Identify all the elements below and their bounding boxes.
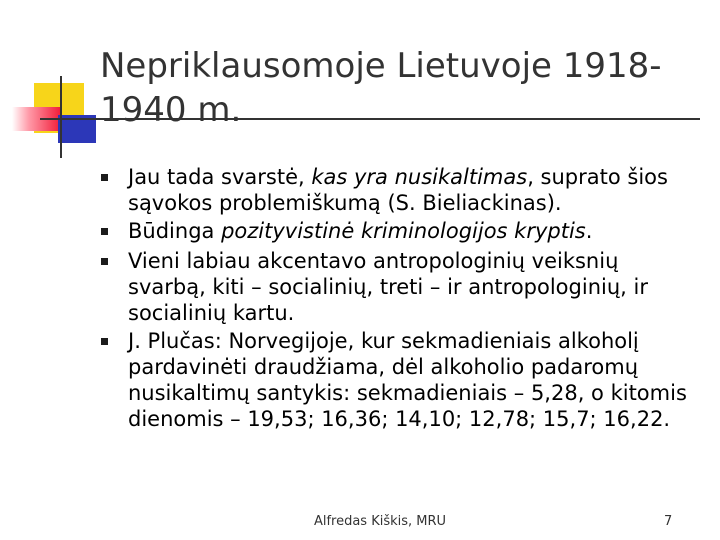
bullet-text: , suprato šios sąvokos problemiškumą (S. Bieliackinas). — [128, 165, 668, 215]
slide-title: Nepriklausomoje Lietuvoje 1918-1940 m. — [100, 46, 662, 130]
bullet-text: Būdinga — [128, 219, 222, 243]
bullet-square-icon — [101, 228, 108, 235]
bullet-square-icon — [101, 174, 108, 181]
bullet-italic-text: kas yra nusikaltimas — [311, 165, 528, 189]
bullet-square-icon — [101, 338, 108, 345]
bullet-text: Vieni labiau akcentavo antropologinių veiksnių svarbą, kiti – socialinių, treti – ir antropologinių, ir socialinių kartu. — [128, 249, 648, 325]
bullet-text: Jau tada svarstė, — [128, 165, 312, 189]
bullet-item — [100, 164, 700, 216]
bullet-item — [100, 328, 700, 432]
bullet-item — [100, 218, 700, 244]
bullet-list — [100, 164, 700, 432]
footer-author: Alfredas Kiškis, MRU — [313, 514, 447, 529]
bullet-text: J. Plučas: Norvegijoje, kur sekmadieniais alkoholį pardavinėti draudžiama, dėl alkoholio padaromų nusikaltimų santykis: sekmadieniais – 5,28, o kitomis dienomis – 19,53; 16,36; 14,10; 12,78; 15,7; 16,22. — [128, 329, 687, 431]
bullet-text: . — [585, 219, 593, 243]
decor-vertical-line — [60, 76, 62, 158]
bullet-italic-text: pozityvistinė kriminologijos kryptis — [221, 219, 586, 243]
bullet-item — [100, 248, 700, 326]
page-number: 7 — [664, 514, 673, 529]
bullet-square-icon — [101, 258, 108, 265]
